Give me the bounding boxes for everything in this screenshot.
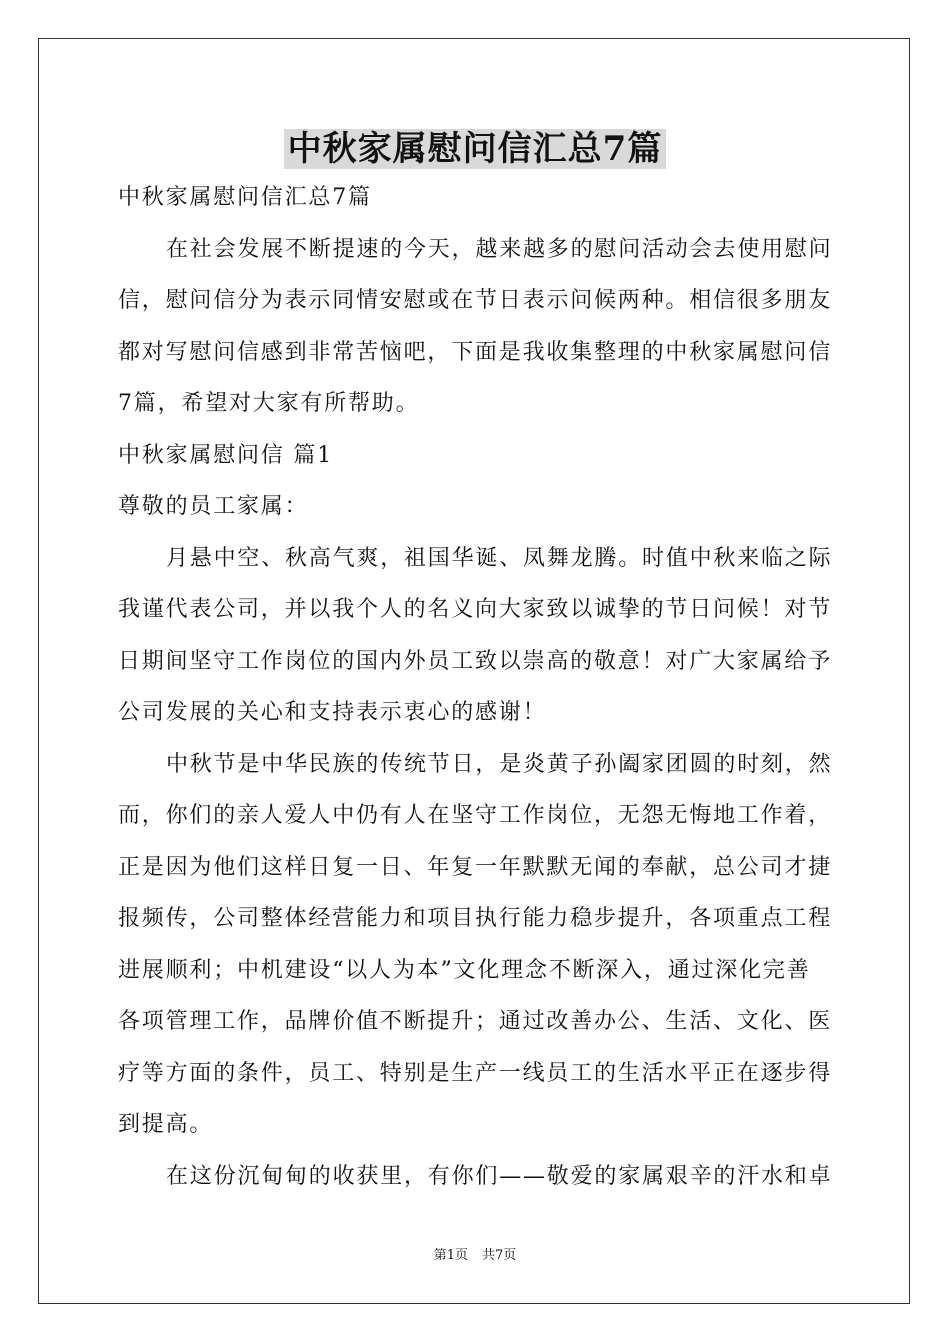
page-total: 共7页	[482, 1248, 517, 1263]
section-heading: 中秋家属慰问信 篇1	[118, 442, 333, 468]
document-title-text: 中秋家属慰问信汇总7篇	[284, 129, 667, 169]
body-paragraph: 在这份沉甸甸的收获里，有你们——敬爱的家属艰辛的汗水和卓	[166, 1163, 833, 1189]
document-title	[0, 125, 950, 173]
page-number: 第1页	[433, 1248, 468, 1263]
page-footer	[0, 1246, 950, 1266]
document-body	[118, 172, 834, 1202]
salutation: 尊敬的员工家属：	[118, 494, 309, 519]
body-paragraph: 中秋节是中华民族的传统节日，是炎黄子孙阖家团圆的时刻，然而，你们的亲人爱人中仍有人在坚守工作岗位，无怨无悔地工作着，正是因为他们这样日复一日、年复一年默默无闻的奉献，总公司才捷报频传，公司整体经营能力和项目执行能力稳步提升，各项重点工程进展顺利；中机建设“以人为本”文化理念不断深入，通过深化完善各项管理工作，品牌价值不断提升；通过改善办公、生活、文化、医疗等方面的条件，员工、特别是生产一线员工的生活水平正在逐步得到提高。	[118, 751, 833, 1137]
intro-paragraph: 在社会发展不断提速的今天，越来越多的慰问活动会去使用慰问信，慰问信分为表示同情安慰或在节日表示问候两种。相信很多朋友都对写慰问信感到非常苦恼吧，下面是我收集整理的中秋家属慰问信7篇，希望对大家有所帮助。	[118, 236, 833, 416]
document-subtitle: 中秋家属慰问信汇总7篇	[118, 185, 372, 210]
body-paragraph: 月悬中空、秋高气爽，祖国华诞、凤舞龙腾。时值中秋来临之际我谨代表公司，并以我个人的名义向大家致以诚挚的节日问候！对节日期间坚守工作岗位的国内外员工致以崇高的敬意！对广大家属给予公司发展的关心和支持表示衷心的感谢！	[118, 545, 833, 725]
